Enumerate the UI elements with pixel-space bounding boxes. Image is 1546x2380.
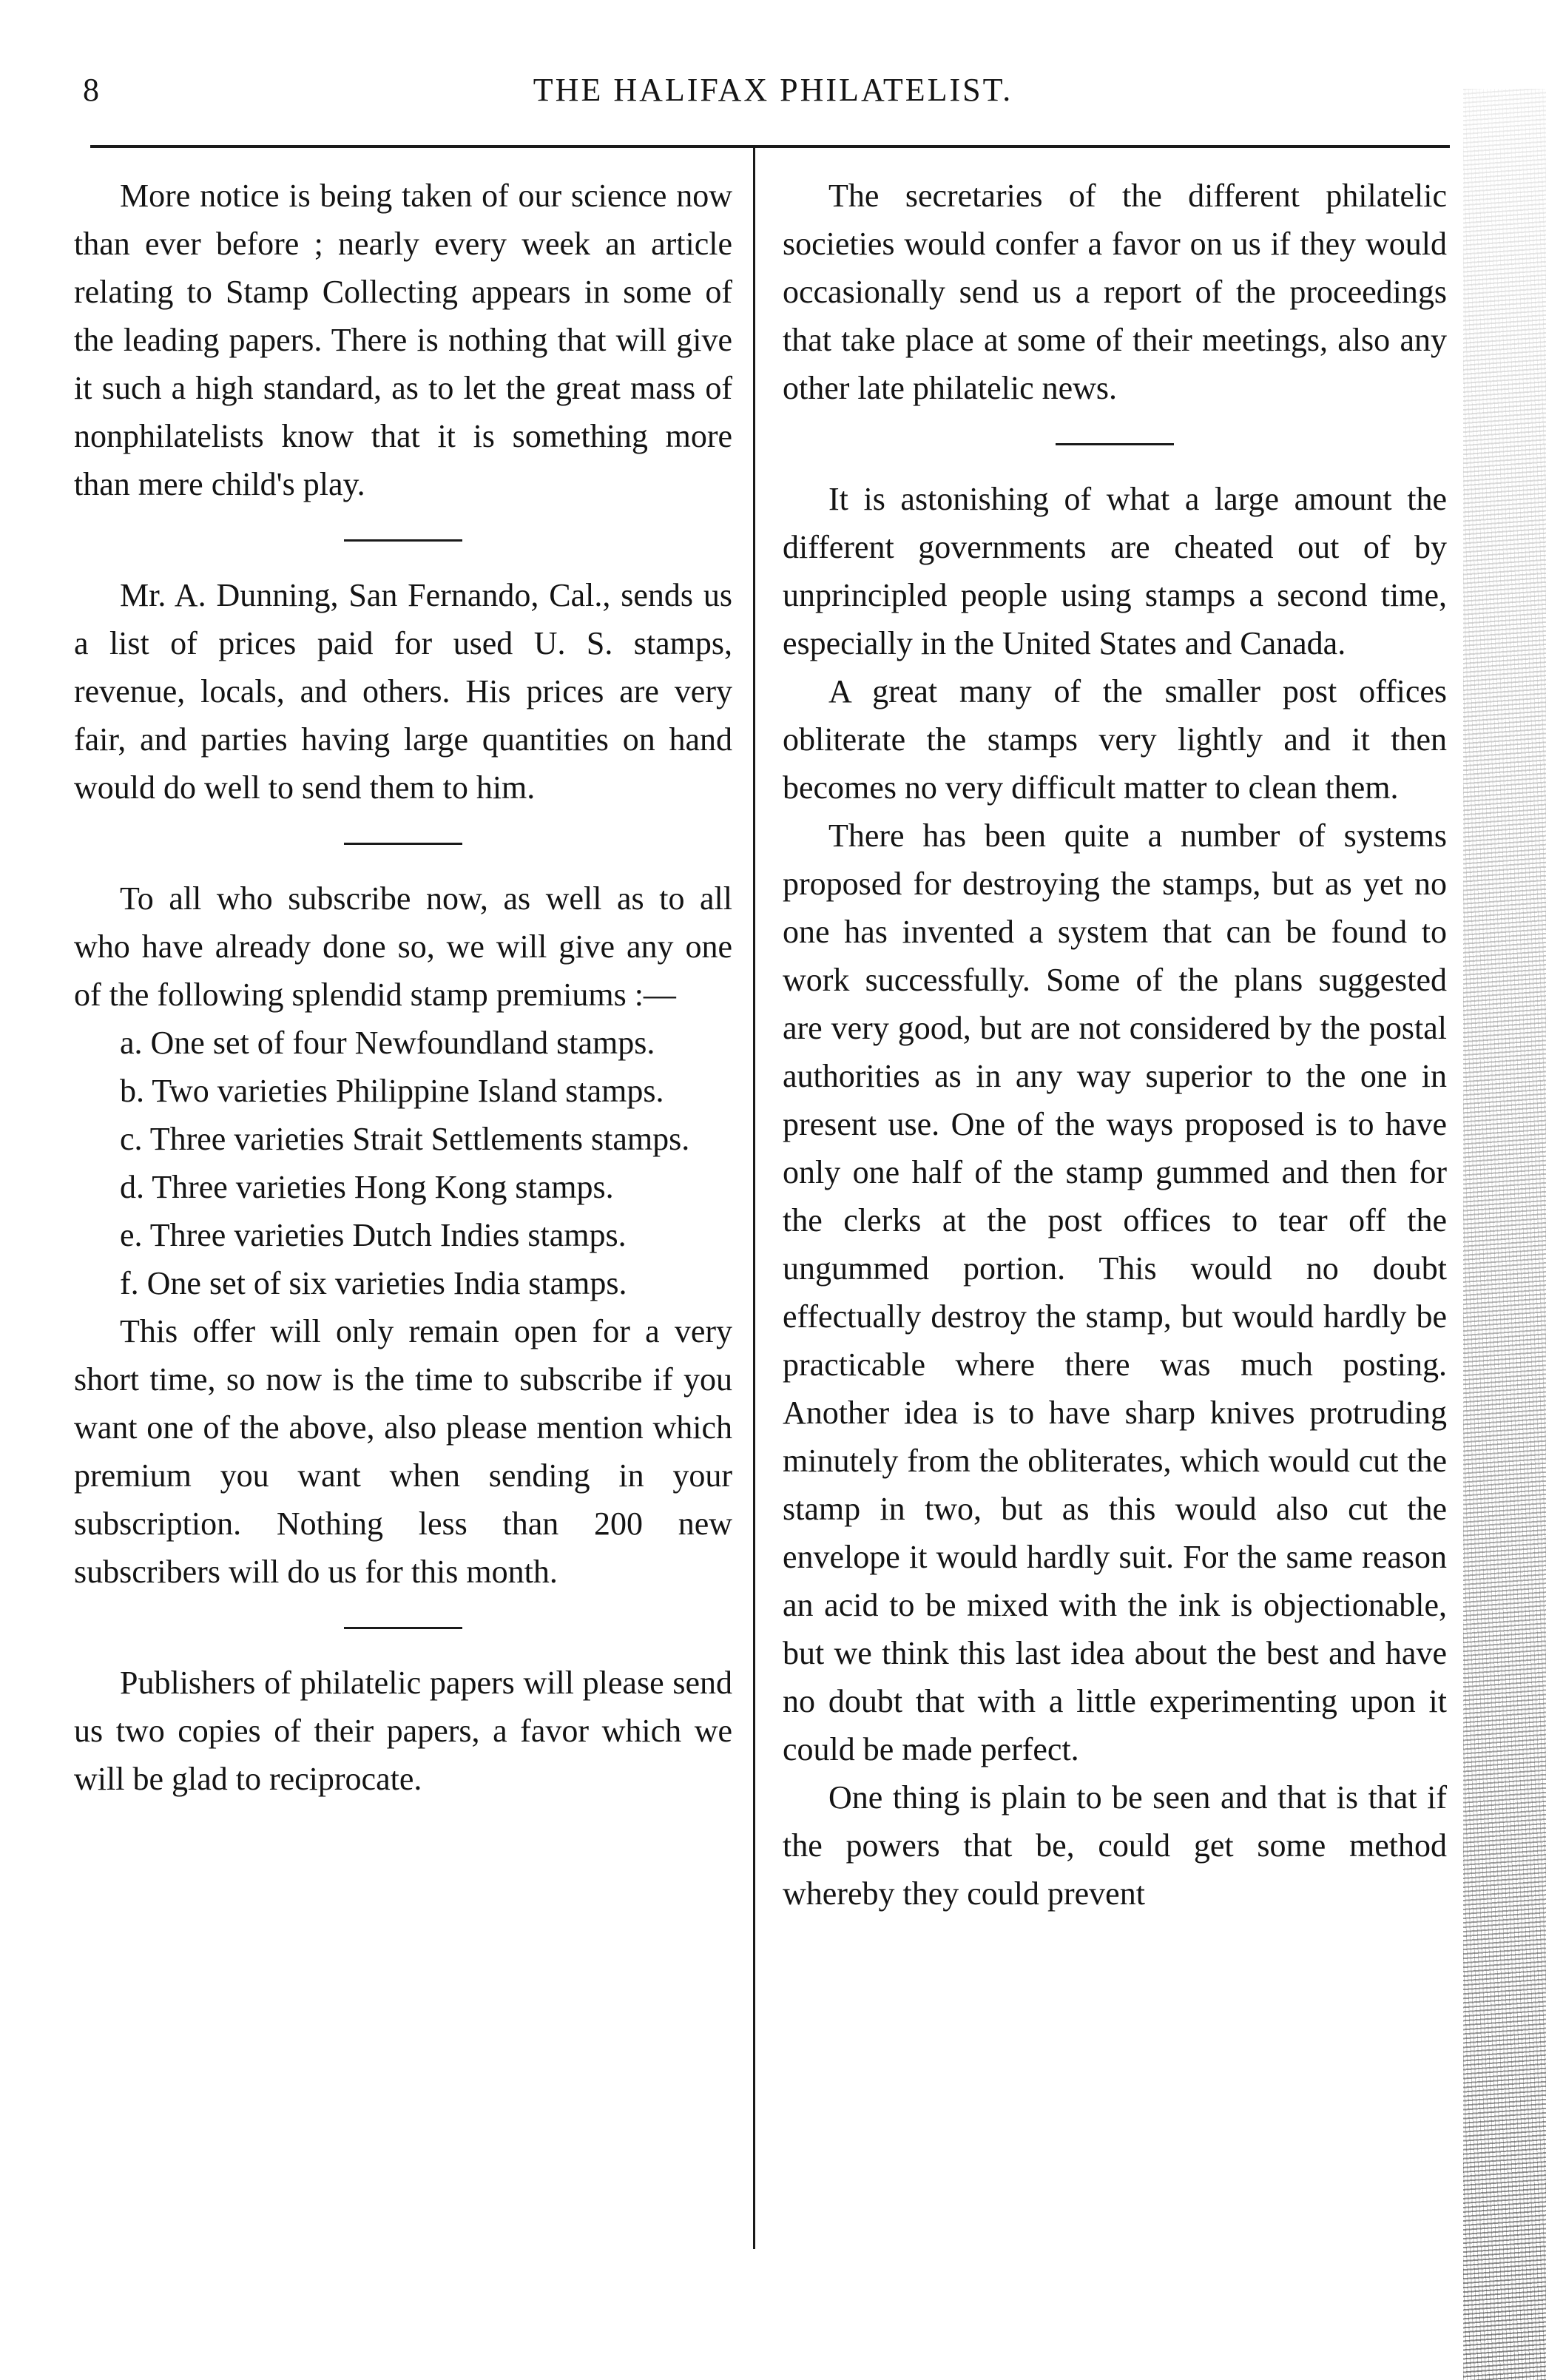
paragraph-dunning: Mr. A. Dunning, San Fernando, Cal., sends us a list of prices paid for used U. S. stamps, revenue, locals, and others. His prices are very fair, and parties having large quantities on hand would do well to send them to him.: [74, 577, 732, 806]
header-rule: [90, 145, 1450, 148]
section-separator: [1056, 443, 1174, 445]
scan-edge-artifact: [1463, 89, 1546, 2380]
right-column: [783, 172, 1447, 1918]
section-separator: [344, 1627, 462, 1629]
paragraph-post-offices: A great many of the smaller post offices obliterate the stamps very lightly and it then becomes no very difficult matter to clean them.: [783, 673, 1447, 806]
left-column: [74, 172, 732, 1803]
paragraph-governments-cheated: It is astonishing of what a large amount the different governments are cheated out of by unprincipled people using stamps a second time, especially in the United States and Canada.: [783, 481, 1447, 661]
paragraph-publishers: Publishers of philatelic papers will please send us two copies of their papers, a favor which we will be glad to reciprocate.: [74, 1665, 732, 1797]
paragraph-science-notice: More notice is being taken of our science now than ever before ; nearly every week an article relating to Stamp Collecting appears in some of the leading papers. There is nothing that will give it such a high standard, as to let the great mass of nonphilatelists know that it is something more than mere child's play.: [74, 178, 732, 502]
premium-item-a: a. One set of four Newfoundland stamps.: [120, 1025, 655, 1061]
premium-item-c: c. Three varieties Strait Settlements stamps.: [120, 1121, 690, 1157]
premium-item-e: e. Three varieties Dutch Indies stamps.: [120, 1217, 627, 1253]
page-number: 8: [83, 72, 99, 108]
premium-item-d: d. Three varieties Hong Kong stamps.: [120, 1169, 614, 1205]
column-divider: [753, 148, 755, 2249]
premium-item-b: b. Two varieties Philippine Island stamps.: [120, 1073, 664, 1109]
section-separator: [344, 843, 462, 845]
paragraph-premiums-intro: To all who subscribe now, as well as to all who have already done so, we will give any one of the following splendid stamp premiums :—: [74, 880, 732, 1013]
paragraph-secretaries: The secretaries of the different philatelic societies would confer a favor on us if they would occasionally send us a report of the proceedings that take place at some of their meetings, also any other late philatelic news.: [783, 178, 1447, 406]
paragraph-offer: This offer will only remain open for a very short time, so now is the time to subscribe if you want one of the above, also please mention which premium you want when sending in your subscription. Nothing less than 200 new subscribers will do us for this month.: [74, 1313, 732, 1590]
paragraph-systems-proposed: There has been quite a number of systems proposed for destroying the stamps, but as yet no one has invented a system that can be found to work successfully. Some of the plans suggested are very good, but are not considered by the postal authorities as in any way superior to the one in present use. One of the ways proposed is to have only one half of the stamp gummed and then for the clerks at the post offices to tear off the ungummed portion. This would no doubt effectually destroy the stamp, but would hardly be practicable where there was much posting. Another idea is to have sharp knives protruding minutely from the obliterates, which would cut the stamp in two, but as this would also cut the envelope it would hardly suit. For the same reason an acid to be mixed with the ink is objectionable, but we think this last idea about the best and have no doubt that with a little experimenting upon it could be made perfect.: [783, 818, 1447, 1767]
paragraph-one-thing: One thing is plain to be seen and that is that if the powers that be, could get some method whereby they could prevent: [783, 1779, 1447, 1912]
premium-item-f: f. One set of six varieties India stamps.: [120, 1265, 627, 1301]
page-title: THE HALIFAX PHILATELIST.: [533, 72, 1013, 108]
section-separator: [344, 539, 462, 542]
